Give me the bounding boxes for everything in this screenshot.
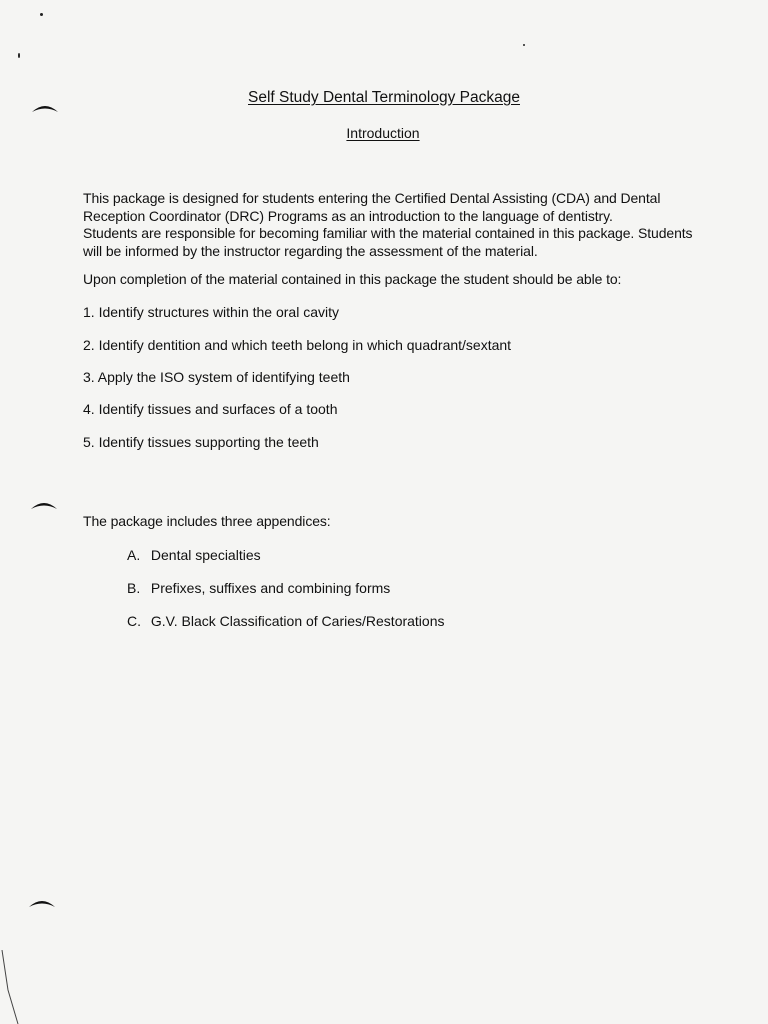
- intro-paragraph: [83, 190, 703, 260]
- appendix-letter: B.: [127, 580, 141, 596]
- objective-item: 2. Identify dentition and which teeth belong in which quadrant/sextant: [83, 337, 512, 353]
- intro-line: will be informed by the instructor regarding the assessment of the material.: [83, 242, 538, 259]
- punch-hole-mark: [29, 497, 59, 511]
- section-heading: Introduction: [346, 125, 420, 141]
- appendix-item: [127, 547, 261, 563]
- appendix-text: Dental specialties: [150, 547, 261, 563]
- intro-line: Students are responsible for becoming familiar with the material contained in this package. Students: [83, 225, 693, 241]
- objective-item: 4. Identify tissues and surfaces of a tooth: [83, 401, 338, 417]
- appendix-text: G.V. Black Classification of Caries/Restorations: [150, 613, 445, 629]
- appendices-lead: The package includes three appendices:: [83, 513, 331, 529]
- appendix-text: Prefixes, suffixes and combining forms: [150, 580, 391, 596]
- punch-hole-mark: [27, 895, 57, 909]
- scan-speck: [523, 44, 525, 46]
- appendix-item: [127, 580, 390, 596]
- appendix-letter: C.: [127, 613, 141, 629]
- intro-line: Reception Coordinator (DRC) Programs as an introduction to the language of dentistry.: [83, 207, 613, 224]
- objective-item: 1. Identify structures within the oral cavity: [83, 304, 339, 320]
- scan-speck: [40, 13, 43, 16]
- objective-item: 5. Identify tissues supporting the teeth: [83, 434, 319, 450]
- objective-item: 3. Apply the ISO system of identifying teeth: [83, 369, 350, 385]
- objectives-lead: Upon completion of the material contained in this package the student should be able to:: [83, 271, 622, 287]
- document-title: Self Study Dental Terminology Package: [248, 89, 520, 106]
- intro-line: This package is designed for students entering the Certified Dental Assisting (CDA) and Dental: [83, 190, 661, 206]
- scan-edge-line: [0, 950, 20, 1024]
- appendix-letter: A.: [127, 547, 141, 563]
- appendix-item: [127, 613, 445, 629]
- scan-speck: [18, 53, 20, 58]
